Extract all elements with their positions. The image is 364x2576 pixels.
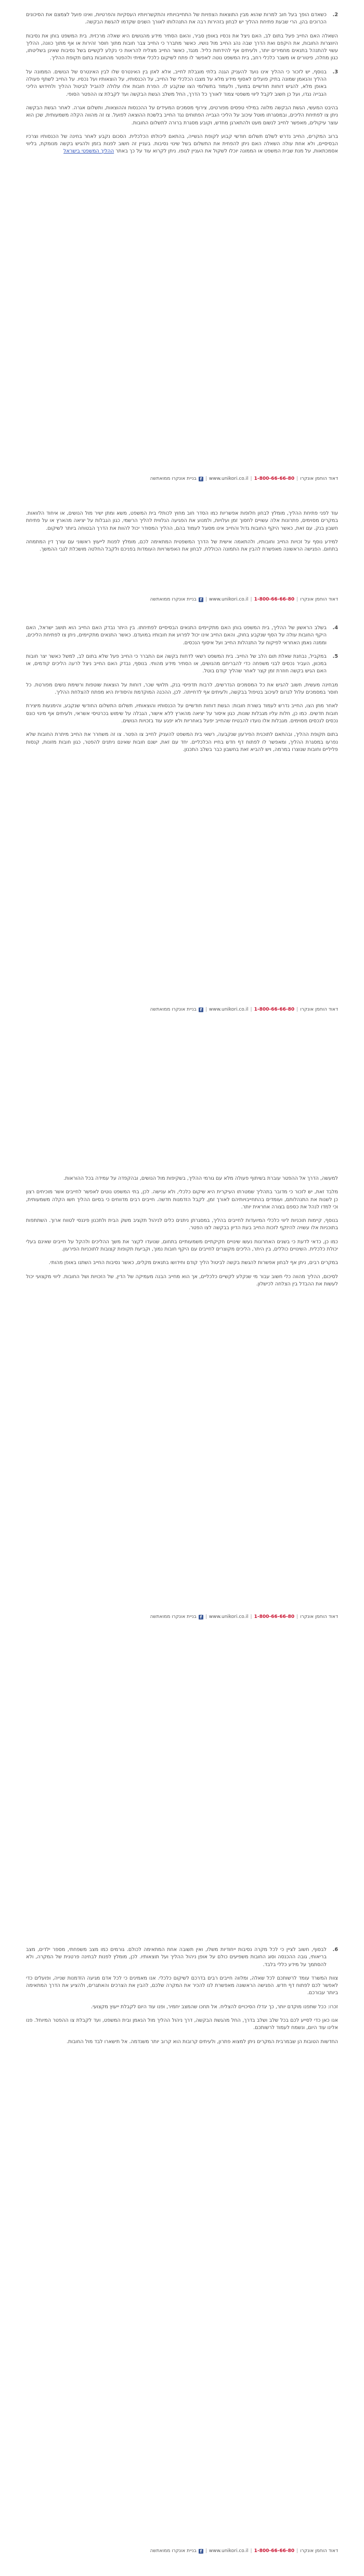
paragraph-text: בנוסף, יש לזכור כי ההליך אינו נועד להעניק הגנה בלתי מוגבלת לחייב, אלא לאזן בין האינטרס שלו לבין האינטרס של הנושים. הממונה על ההליך והנאמן שמונה בתיק פועלים לאסוף מידע מלא על מצבו הכלכלי של החייב, על הכנסותיו, על הוצאותיו ועל נכסיו. על החייב לשתף פעולה באופן מלא, להגיש דוחות חודשיים במועד, ולעמוד בתשלומי הצו שנקבע לו. הפרת חובות אלו עלולה להוביל לביטול ההליך ולחידוש הליכי הגבייה נגדו, ועל כן חשוב לקבל ליווי משפטי צמוד לאורך כל הדרך, החל משלב הגשת הבקשה ועד לקבלת צו ההפטר הסופי. [26, 69, 327, 97]
paragraph: השאלה האם החייב פעל בתום לב, האם ניצל את נכסיו באופן סביר, והאם הסתיר מידע מהנושים היא שאלה מרכזית. בית המשפט בוחן את נסיבות היווצרות החובות, את היקפם ואת הדרך שבה נהג החייב מול נושיו. כאשר מתברר כי החייב צבר חובות מתוך חוסר זהירות או אף מתוך כוונה, ההליך עשוי להתנהל בתנאים מחמירים יותר, ולעיתים אף להידחות כליל. מנגד, כאשר החייב מצליח להראות כי נקלע לקשיים בשל נסיבות שאינן בשליטתו, כגון מחלה, פיטורים או משבר כלכלי רחב, בית המשפט נוטה לאפשר לו פתח לשיקום כלכלי אמיתי ולהפטר מהחובות בתום תקופת ההליך. [26, 33, 338, 61]
document-page-4 [0, 1161, 364, 1681]
paragraph: מלבד זאת, יש לזכור כי מדובר בתהליך שמטרתו העיקרית היא שיקום כלכלי, ולא ענישה. לכן, בתי המשפט נוטים לאפשר לחייבים אשר מוכיחים רצון כן לשנות את התנהלותם, ועומדים בהתחייבויותיהם לאורך זמן, לקבל הזדמנות חדשה. חייבים רבים מדווחים כי בסיום ההליך חשו הקלה משמעותית, וכי למדו לנהל את כספם בצורה אחראית יותר. [26, 1189, 338, 1210]
paragraph: בנוסף, קיימות תוכניות ליווי כלכלי המיועדות לחייבים בהליך, במסגרתן ניתנים כלים לניהול תקציב משק הבית ולתכנון פיננסי לטווח ארוך. השתתפות בתוכניות אלו עשויה להיזקף לזכות החייב בעת הדיון בבקשה לצו הפטר. [26, 1218, 338, 1231]
facebook-icon[interactable]: f [199, 477, 203, 481]
footer-firm: דאוד הוחמן אונקרו [300, 597, 338, 602]
footer-phone[interactable]: 1-800-66-66-80 [254, 1614, 295, 1619]
paragraph: בתום תקופת ההליך, ובהתאם לתוכנית הפירעון שנקבעה, רשאי בית המשפט להעניק לחייב צו הפטר. צו זה משחרר את החייב מיתרת החובות שלא נפרעו במסגרת ההליך, ומאפשר לו לפתוח דף חדש בחייו הכלכליים. יחד עם זאת, ישנם חובות שאינם ניתנים להפטר, כגון חובות מזונות, קנסות פליליים וחובות שנוצרו במרמה, ויש להביא זאת בחשבון כבר בשלב התכנון. [26, 732, 338, 753]
footer-phone[interactable]: 1-800-66-66-80 [254, 597, 295, 602]
paragraph [26, 133, 338, 156]
numbered-paragraph [26, 1946, 338, 1969]
paragraph: אנו כאן כדי לסייע לכם בכל שלב ושלב בדרך, החל מהגשת הבקשה, דרך ניהול ההליך מול הנאמן ובית המשפט, ועד לקבלת צו ההפטר המיוחל. פנו אלינו עוד היום, ונשמח לעמוד לרשותכם. [26, 2018, 338, 2031]
paragraph-number: 2. [332, 12, 338, 18]
document-page-1 [0, 0, 364, 494]
paragraph: מבחינה מעשית, חשוב להגיש את כל המסמכים הנדרשים, לרבות תדפיסי בנק, תלושי שכר, דוחות על הוצאות שוטפות ורשימת נושים מפורטת. כל חוסר במסמכים עלול לגרום לעיכוב בטיפול בבקשה, ולעיתים אף לדחייתה. לכן, ההכנה המוקדמת והיסודית היא מפתח להצלחת ההליך. [26, 682, 338, 696]
footer-website[interactable]: www.unikori.co.il [209, 1614, 249, 1619]
numbered-paragraph [26, 653, 338, 675]
footer-phone[interactable]: 1-800-66-66-80 [254, 476, 295, 481]
footer-website[interactable]: www.unikori.co.il [209, 597, 249, 602]
footer-website[interactable]: www.unikori.co.il [209, 476, 249, 481]
paragraph-text: בשלב הראשון של ההליך, בית המשפט בוחן האם מתקיימים התנאים הבסיסיים לפתיחתו. בין היתר נבדק האם החייב הוא תושב ישראל, האם היקף החובות עולה על הסף שנקבע בחוק, והאם החייב אינו יכול לפרוע את חובותיו במועדם. כאשר התנאים מתקיימים, ניתן צו לפתיחת הליכים, וממנה נאמן האחראי לפיקוח על התנהלות החייב ועל איסוף הנכסים. [26, 625, 327, 646]
footer-email[interactable]: בניית אונקרו ממואתשה [150, 1614, 197, 1619]
paragraph: צוות המשרד עומד לרשותכם לכל שאלה, ומלווה חייבים רבים בדרכם לשיקום כלכלי. אנו מאמינים כי לכל אדם מגיעה הזדמנות שנייה, ופועלים כדי לאפשר לכם לפתוח דף חדש. הפגישה הראשונה מאפשרת לנו להכיר את המקרה שלכם, להבין את הצרכים והאתגרים, ולהציע את הדרך המתאימה ביותר עבורכם. [26, 1975, 338, 1996]
paragraph: לאחר מתן הצו, החייב נדרש לעמוד בשורת חובות: הגשת דוחות חודשיים על הכנסותיו והוצאותיו, תשלום התשלום החודשי שנקבע, והימנעות מיצירת חובות חדשים. כמו כן, חלות עליו מגבלות שונות, כגון איסור על יציאה מהארץ ללא אישור, הגבלה על שימוש בכרטיסי אשראי, ולעיתים אף מינוי כונס נכסים לנכסים מסוימים. מגבלות אלו נועדו להבטיח שהחייב יפעל באחריות ולא יפגע עוד בזכויות הנושים. [26, 703, 338, 724]
paragraph: כמו כן, כדאי לדעת כי בשנים האחרונות נעשו שינויים חקיקתיים משמעותיים בתחום, שנועדו לקצר את משך ההליכים ולהקל על חייבים שאינם בעלי יכולת כלכלית. השינויים כוללים, בין היתר, הליכים מקוצרים לחייבים עם היקף חובות נמוך, וקביעת תקופות קצובות לתוכניות הפירעון. [26, 1239, 338, 1253]
numbered-paragraph [26, 11, 338, 27]
footer-firm: דאוד הוחמן אונקרו [300, 476, 338, 481]
numbered-paragraph [26, 624, 338, 647]
inline-link[interactable]: ההליך המשפטי בישראל [63, 148, 114, 155]
paragraph: למעשה, הדרך אל ההפטר עוברת בשיתוף פעולה מלא עם גורמי ההליך, בשקיפות מול הנושים, ובהקפדה על עמידה בכל ההוראות. [63, 1176, 338, 1181]
paragraph-number: 3. [332, 69, 338, 75]
footer-firm: דאוד הוחמן אונקרו [300, 1614, 338, 1619]
paragraph: עוד לפני פתיחת ההליך, מומלץ לבחון חלופות אפשריות כמו הסדר חוב מחוץ לכותלי בית המשפט, משא ומתן ישיר מול הנושים, או איחוד הלוואות. במקרים מסוימים, פתרונות אלה עשויים לחסוך זמן ועלויות, ולמנוע את הפגיעה הנלווית להליך הרשמי, כגון הגבלות על יציאה מהארץ או על פתיחת חשבון בנק. עם זאת, כאשר היקף החובות גדול והחייב אינו מסוגל לעמוד בהם, ההליך המסודר יכול להוות את הדרך הבטוחה ביותר לשיקום. [26, 511, 338, 531]
paragraph: למידע נוסף על זכויות החייב וחובותיו, ולהתאמה אישית של הדרך המשפטית המתאימה לכם, מומלץ לפנות לייעוץ ראשוני עם עורך דין המתמחה בתחום. הפגישה הראשונה מאפשרת להבין את התמונה הכוללת, לבחון את האפשרויות העומדות בפניכם ולקבל החלטה מושכלת לגבי ההמשך. [26, 539, 338, 553]
facebook-icon[interactable]: f [199, 2549, 203, 2554]
document-page-3 [0, 613, 364, 1185]
paragraph-number: 6. [332, 1947, 338, 1953]
facebook-icon[interactable]: f [199, 1008, 203, 1012]
numbered-paragraph [26, 69, 338, 98]
paragraph-text: לבסוף, חשוב לציין כי לכל מקרה נסיבות ייחודיות משלו, ואין תשובה אחת המתאימה לכולם. גורמים כמו מצב משפחתי, מספר ילדים, מצב בריאותי, גובה ההכנסה וסוג החובות משפיעים כולם על אופן ניהול ההליך ועל תוצאותיו. לכן, מומלץ לפנות לבחינה פרטנית של המקרה, ולא להסתמך על מידע כללי בלבד. [26, 1947, 327, 1968]
facebook-icon[interactable]: f [199, 597, 203, 602]
page-footer: דאוד הוחמן אונקרו | 1-800-66-66-80 | www.unikori.co.il | f בניית אונקרו ממואתשה [150, 597, 338, 602]
paragraph-text: במקביל, נבחנת שאלת תום הלב של החייב. בית המשפט רשאי לדחות בקשה אם התברר כי החייב פעל שלא בתום לב, למשל כאשר יצר חובות במכוון, העביר נכסים לבני משפחה כדי להבריחם מהנושים, או הסתיר מידע מהותי. בנוסף, נבדק האם החייב ניצל לרעה הליכים קודמים, או האם הגיש בקשה חוזרת זמן קצר לאחר שהליך קודם בוטל. [26, 653, 327, 674]
paragraph: לסיכום, ההליך מהווה כלי חשוב עבור מי שנקלע לקשיים כלכליים, אך הוא מחייב הבנה מעמיקה של הדין, של הזכויות ושל החובות. ליווי מקצועי יכול לעשות את ההבדל בין הצלחה לכישלון. [26, 1273, 338, 1287]
facebook-icon[interactable]: f [199, 1615, 203, 1619]
page-footer: דאוד הוחמן אונקרו | 1-800-66-66-80 | www.unikori.co.il | f בניית אונקרו ממואתשה [150, 1614, 338, 1619]
footer-phone[interactable]: 1-800-66-66-80 [254, 2548, 295, 2554]
page-footer: דאוד הוחמן אונקרו | 1-800-66-66-80 | www.unikori.co.il | f בניית אונקרו ממואתשה [150, 2548, 338, 2554]
footer-website[interactable]: www.unikori.co.il [209, 1007, 249, 1012]
page-footer: דאוד הוחמן אונקרו | 1-800-66-66-80 | www.unikori.co.il | f בניית אונקרו ממואתשה [150, 1007, 338, 1012]
paragraph: זכרו: ככל שתפנו מוקדם יותר, כך יגדלו הסיכויים להצליח. אל תחכו שהמצב יחמיר, ופנו עוד היום לקבלת ייעוץ מקצועי. [91, 2004, 338, 2010]
footer-website[interactable]: www.unikori.co.il [209, 2548, 249, 2554]
document-page-5 [0, 1936, 364, 2576]
paragraph-number: 4. [332, 625, 338, 631]
footer-firm: דאוד הוחמן אונקרו [300, 2548, 338, 2554]
footer-email[interactable]: בניית אונקרו ממואתשה [150, 2548, 197, 2554]
footer-firm: דאוד הוחמן אונקרו [300, 1007, 338, 1012]
page-footer: דאוד הוחמן אונקרו | 1-800-66-66-80 | www.unikori.co.il | f בניית אונקרו ממואתשה [150, 476, 338, 481]
paragraph-text: כשאדם הופך בעל חוב למרות שהוא מבין התוצאות הצפויות של התחייבויותיו והתקשרויותיו העסקיות והפרטיות, ואינו פועל לצמצם את הסיכונים הכרוכים בהן, הרי שבעת פתיחת ההליך יש לבחון בזהירות רבה את התנהלותו לאורך השנים שקדמו להגשת הבקשה. [26, 12, 327, 25]
footer-email[interactable]: בניית אונקרו ממואתשה [150, 1007, 197, 1012]
paragraph: החדשות הטובות הן שבמרבית המקרים ניתן למצוא פתרון, ולעיתים קרובות הוא קרוב יותר משנדמה. אל תישארו לבד מול החובות. [67, 2038, 338, 2045]
footer-phone[interactable]: 1-800-66-66-80 [254, 1007, 295, 1012]
paragraph: במקרים רבים, ניתן אף לבחון אפשרות להגשת בקשה לביטול הליך קודם וחידושו בתנאים מקלים, כאשר נסיבות החייב השתנו באופן מהותי. [48, 1260, 338, 1266]
paragraph: בהיבט המעשי, הגשת הבקשה מלווה במילוי טפסים מפורטים, צירוף מסמכים המעידים על ההכנסות וההוצאות, ותשלום אגרה. לאחר הגשת הבקשה ניתן צו לפתיחת הליכים, ובמסגרתו מוטל עיכוב על הליכי הגבייה הפתוחים נגד החייב בלשכת ההוצאה לפועל. צו זה מהווה הקלה משמעותית, שכן הוא עוצר עיקולים, מאפשר לחייב לנשום מעט ולהתארגן מחדש, וקובע מסגרת ברורה לתשלום החובות. [26, 105, 338, 126]
footer-email[interactable]: בניית אונקרו ממואתשה [150, 597, 197, 602]
paragraph-number: 5. [332, 653, 338, 659]
footer-email[interactable]: בניית אונקרו ממואתשה [150, 476, 197, 481]
paragraph-text: ברוב המקרים, החייב נדרש לשלם תשלום חודשי קבוע לקופת הנשייה, בהתאם ליכולתו הכלכלית. הסכום נקבע לאחר בחינה של הכנסותיו וצרכיו הבסיסיים, ולא אחת עולה השאלה האם ניתן להפחית את התשלום בשל שינוי נסיבות. בעניין זה חשוב לפנות בזמן ולהגיש בקשה מנומקת, בליווי אסמכתאות, על מנת שבית המשפט או הממונה יוכלו לשקול את העניין לגופו. ניתן לקרוא עוד על כך באתר [26, 133, 338, 155]
